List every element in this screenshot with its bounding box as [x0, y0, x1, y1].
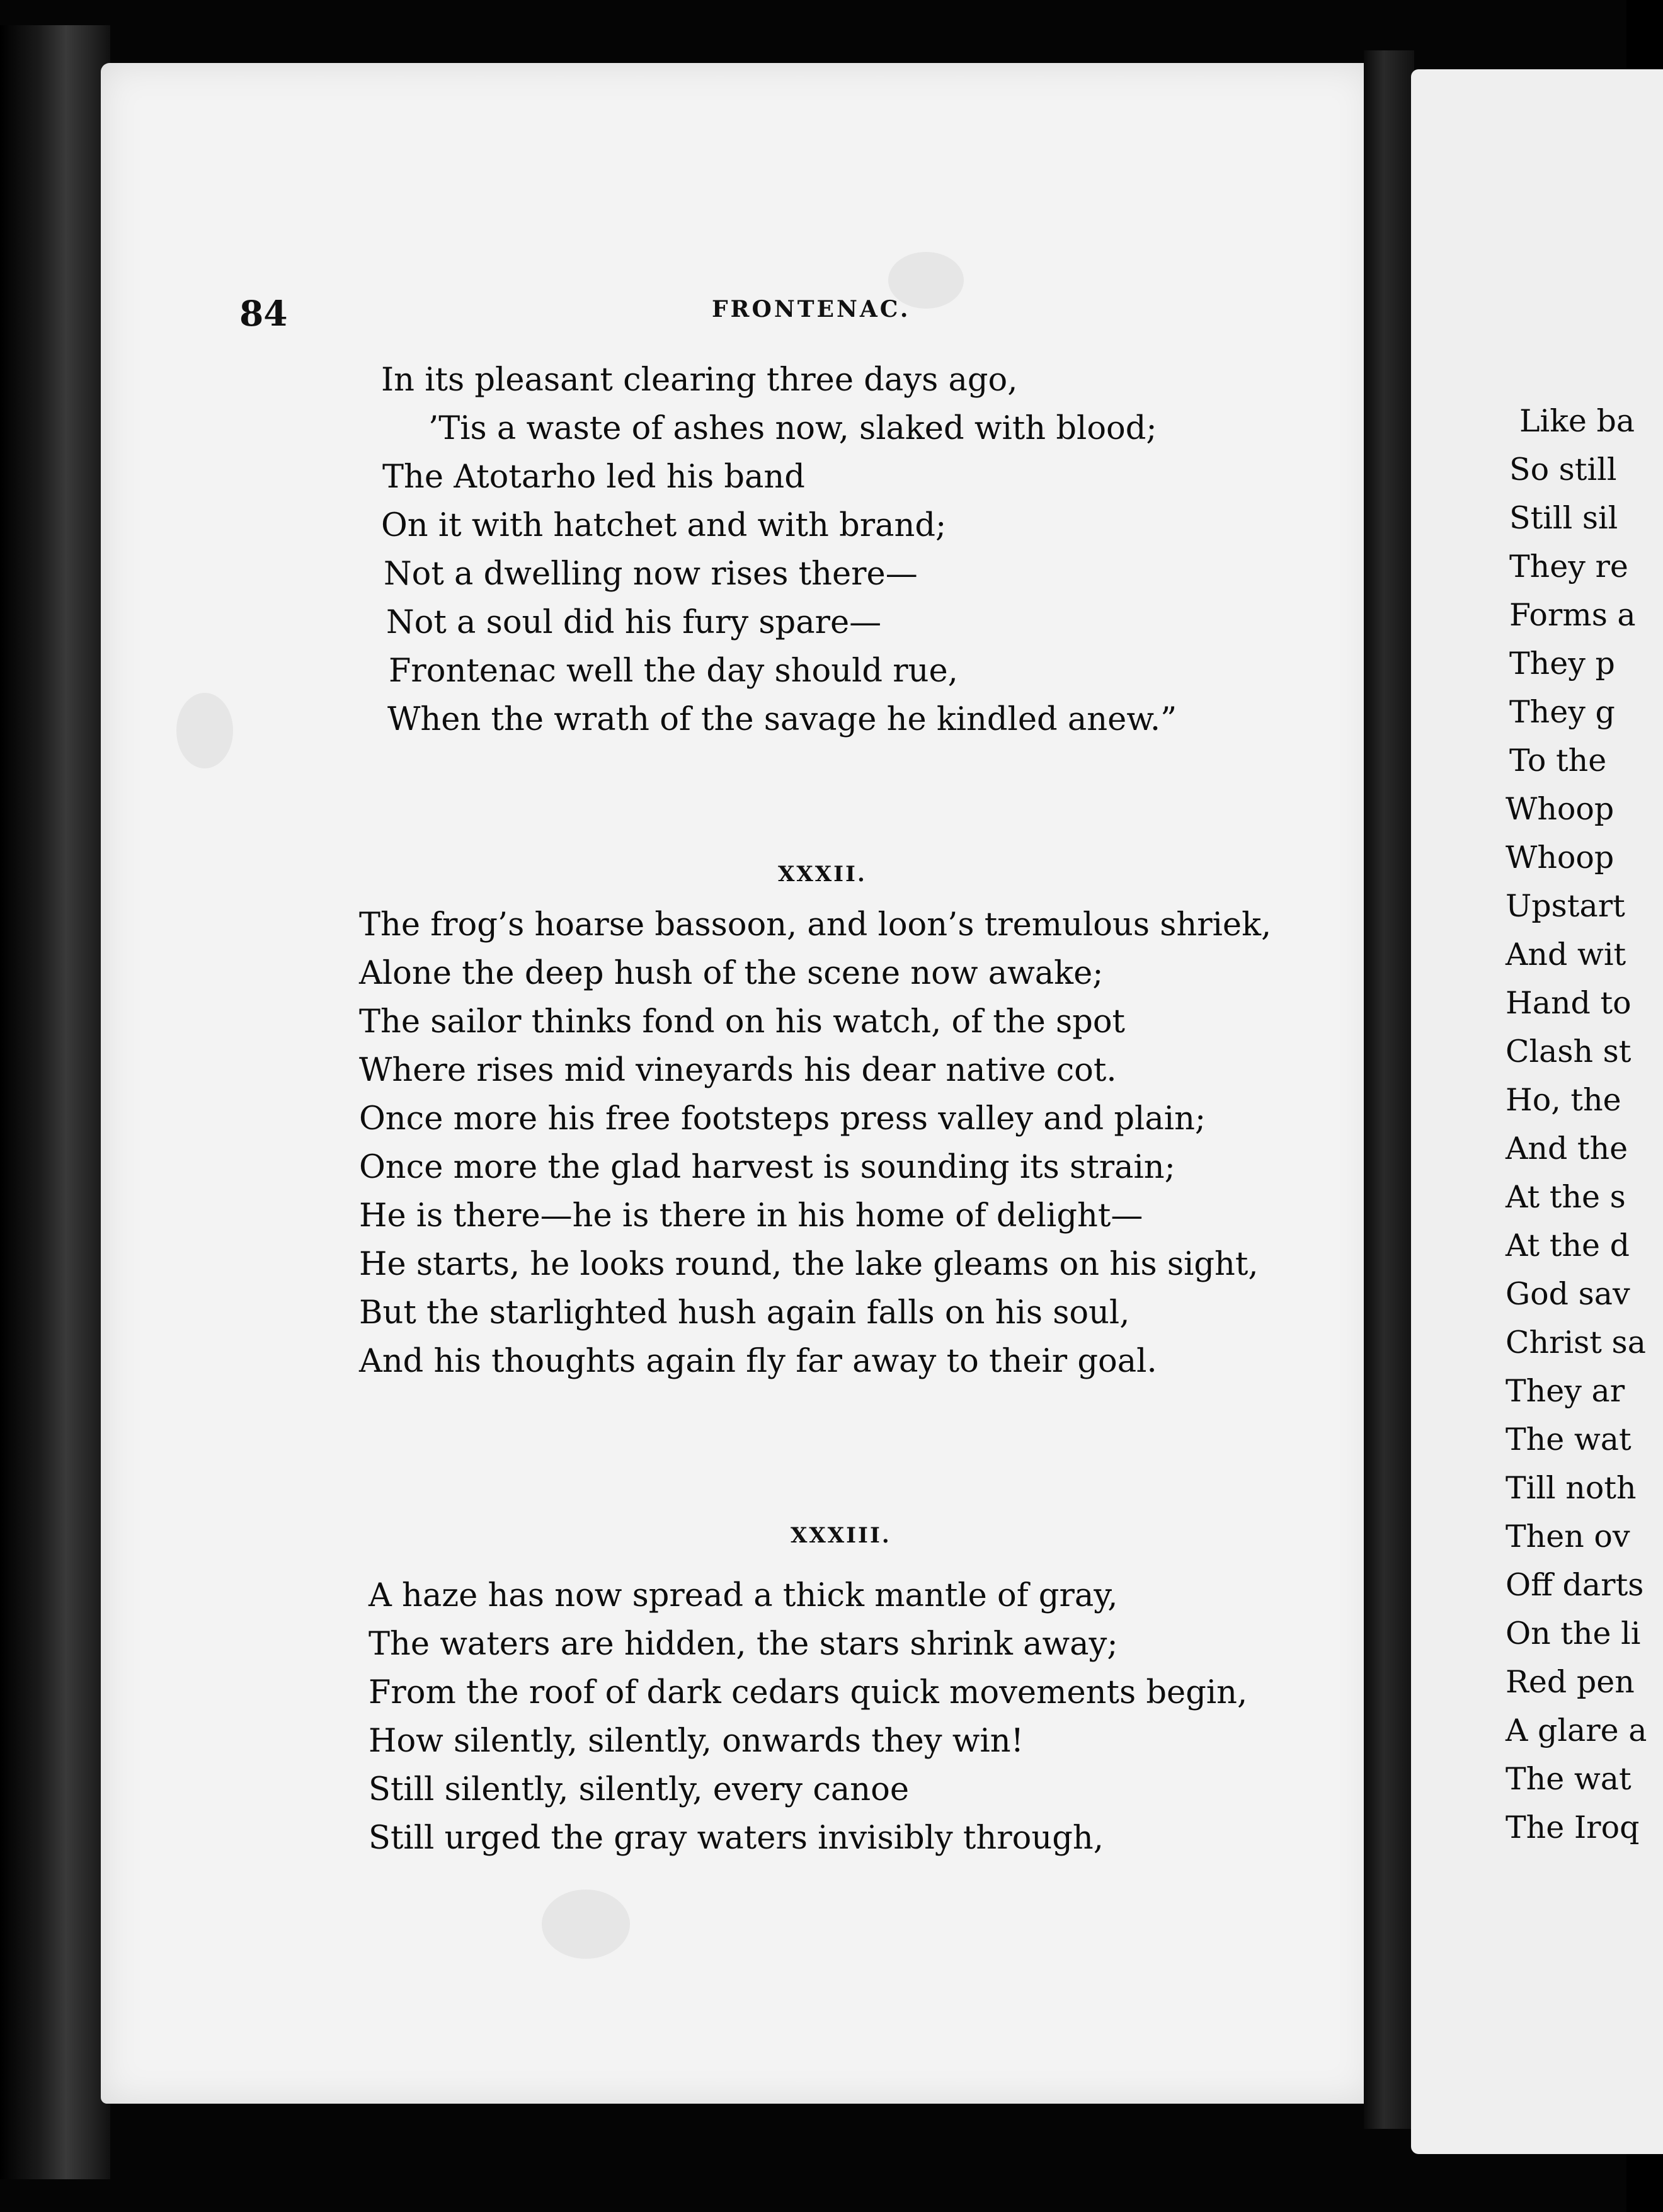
text-line: And wit	[1506, 937, 1626, 972]
text-line: They re	[1509, 549, 1628, 584]
verse-line: And his thoughts again fly far away to their goal.	[359, 1343, 1157, 1380]
running-head: FRONTENAC.	[712, 296, 911, 322]
text-line: At the d	[1506, 1228, 1630, 1263]
text-line: God sav	[1506, 1276, 1630, 1312]
text-line: Still sil	[1509, 500, 1618, 536]
text-line: To the	[1509, 743, 1607, 778]
text-line: On the li	[1506, 1616, 1641, 1651]
verse-line: Not a soul did his fury spare—	[386, 604, 882, 641]
verse-line: Once more his free footsteps press valley and plain;	[359, 1100, 1206, 1137]
text-line: The wat	[1506, 1422, 1632, 1457]
text-line: They p	[1509, 646, 1615, 681]
verse-line: Still silently, silently, every canoe	[369, 1771, 910, 1808]
verse-line: ’Tis a waste of ashes now, slaked with blood;	[428, 410, 1157, 447]
section-number: XXXII.	[778, 862, 867, 887]
paper-stain	[176, 693, 233, 768]
intro-stanza	[381, 356, 1177, 744]
verse-line: Still urged the gray waters invisibly through,	[369, 1820, 1104, 1857]
text-line: The Iroq	[1506, 1810, 1640, 1845]
text-line: Like ba	[1519, 403, 1635, 439]
text-line: Forms a	[1509, 597, 1636, 633]
text-line: At the s	[1506, 1179, 1626, 1215]
verse-line: When the wrath of the savage he kindled anew.”	[387, 701, 1177, 738]
verse-line: In its pleasant clearing three days ago,	[381, 362, 1018, 399]
text-line: So still	[1509, 452, 1617, 487]
verse-line: Alone the deep hush of the scene now awake;	[359, 955, 1104, 992]
text-line: A glare a	[1506, 1713, 1647, 1748]
text-line: They ar	[1506, 1373, 1625, 1409]
right-page	[1411, 69, 1663, 2154]
text-line: They g	[1509, 694, 1615, 730]
text-line: Till noth	[1506, 1470, 1637, 1506]
right-page-text	[1506, 397, 1647, 1852]
text-line: Ho, the	[1506, 1082, 1621, 1118]
verse-line: How silently, silently, onwards they win!	[369, 1723, 1024, 1760]
stanza-xxxiii	[369, 1571, 1247, 1862]
text-line: Upstart	[1506, 888, 1625, 924]
book-fore-edge	[0, 25, 110, 2179]
text-line: Christ sa	[1506, 1325, 1646, 1360]
verse-line: From the roof of dark cedars quick movements begin,	[369, 1674, 1248, 1711]
verse-line: He is there—he is there in his home of delight—	[359, 1197, 1143, 1234]
verse-line: Not a dwelling now rises there—	[384, 556, 918, 593]
book-gutter	[1364, 50, 1414, 2129]
text-line: Whoop	[1506, 840, 1614, 875]
verse-line: He starts, he looks round, the lake gleams on his sight,	[359, 1246, 1259, 1283]
verse-line: Once more the glad harvest is sounding its strain;	[359, 1149, 1175, 1186]
verse-line: On it with hatchet and with brand;	[381, 507, 947, 544]
verse-line: A haze has now spread a thick mantle of gray,	[369, 1577, 1118, 1614]
text-line: Clash st	[1506, 1034, 1632, 1069]
text-line: Red pen	[1506, 1664, 1635, 1700]
text-line: Hand to	[1506, 985, 1632, 1021]
text-line: The wat	[1506, 1761, 1632, 1797]
stanza-xxxii	[359, 901, 1271, 1386]
verse-line: The sailor thinks fond on his watch, of the spot	[359, 1003, 1126, 1040]
text-line: Then ov	[1506, 1519, 1630, 1554]
text-line: And the	[1506, 1131, 1628, 1166]
text-line: Off darts	[1506, 1567, 1644, 1603]
verse-line: The frog’s hoarse bassoon, and loon’s tremulous shriek,	[359, 906, 1272, 944]
verse-line: Frontenac well the day should rue,	[389, 653, 958, 690]
verse-line: The Atotarho led his band	[382, 459, 805, 496]
paper-stain	[542, 1890, 630, 1959]
text-line: Whoop	[1506, 791, 1614, 827]
verse-line: The waters are hidden, the stars shrink away;	[369, 1626, 1118, 1663]
section-number: XXXIII.	[791, 1523, 891, 1548]
verse-line: Where rises mid vineyards his dear native cot.	[359, 1052, 1117, 1089]
verse-line: But the starlighted hush again falls on his soul,	[359, 1294, 1130, 1331]
page-number: 84	[239, 293, 288, 334]
